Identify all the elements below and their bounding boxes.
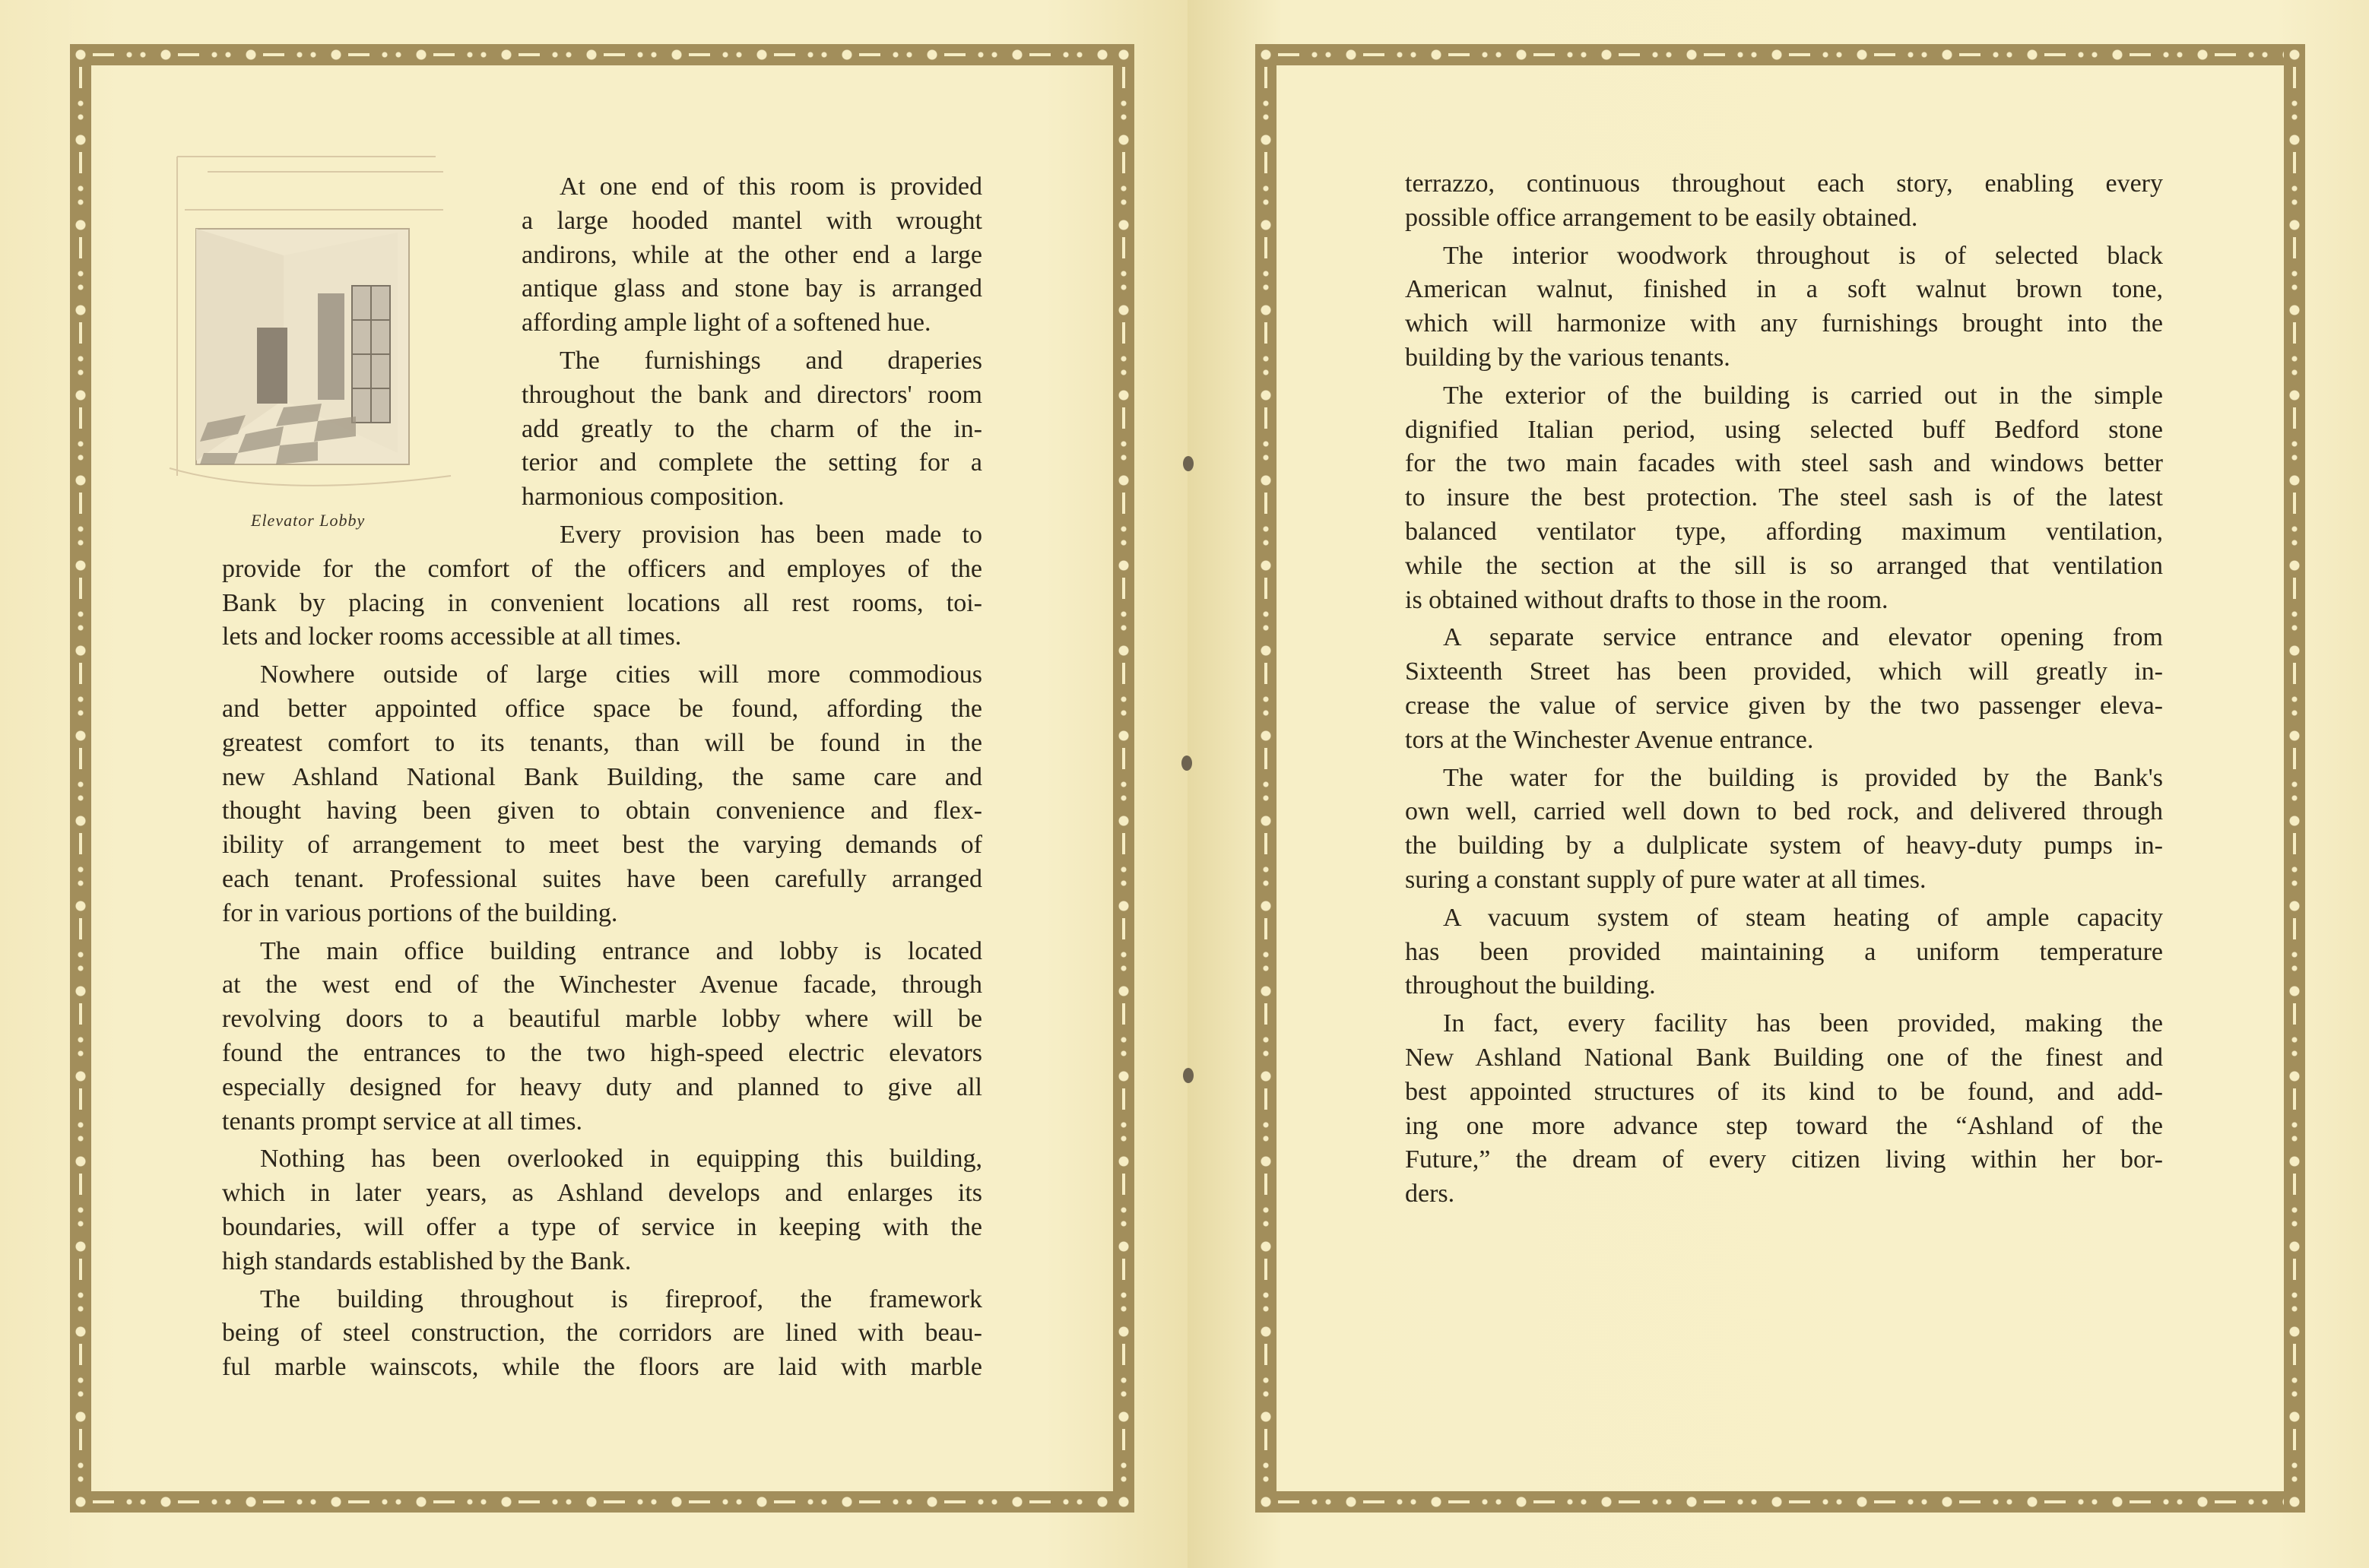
text-line: antique glass and stone bay is arranged (522, 274, 982, 303)
text-line: tenants prompt service at all times. (222, 1107, 582, 1136)
text-line: crease the value of service given by the two passenger eleva- (1405, 691, 2163, 720)
text-line: The water for the building is provided by the Bank's (1443, 763, 2163, 792)
paragraph (1405, 239, 2163, 375)
text-line: lets and locker rooms accessible at all times. (222, 622, 682, 651)
text-line: terior and complete the setting for a (522, 448, 982, 477)
left-page-body-text (222, 170, 982, 1385)
text-line: each tenant. Professional suites have been carefully arranged (222, 864, 982, 893)
right-page-body-text (1405, 167, 2163, 1212)
text-line: Nothing has been overlooked in equipping this building, (260, 1145, 982, 1174)
paragraph (222, 658, 982, 930)
text-line: thought having been given to obtain convenience and flex- (222, 797, 982, 825)
border-left (1255, 44, 1276, 1513)
text-line: throughout the bank and directors' room (522, 380, 982, 409)
text-line: tors at the Winchester Avenue entrance. (1405, 725, 1814, 754)
border-right (1113, 44, 1134, 1513)
paragraph (222, 1283, 982, 1385)
text-line: ders. (1405, 1180, 1455, 1208)
text-line: The furnishings and draperies (560, 346, 982, 375)
text-line: being of steel construction, the corridors are lined with beau- (222, 1319, 982, 1348)
text-line: American walnut, finished in a soft walnut brown tone, (1405, 275, 2163, 304)
text-line: to insure the best protection. The steel sash is of the latest (1405, 483, 2163, 512)
text-line: The interior woodwork throughout is of selected black (1443, 241, 2163, 270)
border-left (70, 44, 91, 1513)
text-line: Sixteenth Street has been provided, which will greatly in- (1405, 657, 2163, 686)
text-line: a large hooded mantel with wrought (522, 206, 982, 235)
text-line: The building throughout is fireproof, the framework (260, 1284, 982, 1313)
paragraph (1405, 901, 2163, 1003)
text-line: New Ashland National Bank Building one of the finest and (1405, 1043, 2163, 1072)
text-line: Bank by placing in convenient locations all rest rooms, toi- (222, 588, 982, 617)
text-line: greatest comfort to its tenants, than will be found in the (222, 728, 982, 757)
border-bottom (1255, 1491, 2305, 1513)
text-line: Future,” the dream of every citizen living within her bor- (1405, 1145, 2163, 1174)
text-line: add greatly to the charm of the in- (522, 414, 982, 443)
paragraph (1405, 1007, 2163, 1212)
border-top (1255, 44, 2305, 65)
paragraph (222, 518, 982, 654)
text-line: A vacuum system of steam heating of ample capacity (1443, 903, 2163, 932)
paragraph (222, 170, 982, 341)
text-line: for the two main facades with steel sash and windows better (1405, 449, 2163, 478)
text-line: provide for the comfort of the officers and employes of the (222, 554, 982, 583)
text-line: terrazzo, continuous throughout each story, enabling every (1405, 169, 2163, 198)
text-line: while the section at the sill is so arranged that ventilation (1405, 551, 2163, 580)
text-line: best appointed structures of its kind to be found, and add- (1405, 1077, 2163, 1106)
paragraph (1405, 379, 2163, 618)
paragraph (222, 344, 982, 515)
text-line: The main office building entrance and lobby is located (260, 936, 982, 965)
text-line: A separate service entrance and elevator opening from (1443, 623, 2163, 652)
text-line: ibility of arrangement to meet best the varying demands of (222, 831, 982, 860)
text-line: dignified Italian period, using selected buff Bedford stone (1405, 415, 2163, 444)
border-bottom (70, 1491, 1134, 1513)
text-line: harmonious composition. (522, 483, 785, 512)
text-line: own well, carried well down to bed rock, and delivered through (1405, 797, 2163, 826)
text-line: suring a constant supply of pure water at all times. (1405, 865, 1927, 894)
text-line: and better appointed office space be found, affording the (222, 694, 982, 723)
paragraph (1405, 621, 2163, 757)
text-line: affording ample light of a softened hue. (522, 309, 931, 337)
text-line: revolving doors to a beautiful marble lobby where will be (222, 1005, 982, 1034)
text-line: Nowhere outside of large cities will more commodious (260, 660, 982, 689)
text-line: at the west end of the Winchester Avenue facade, through (222, 971, 982, 999)
paragraph (222, 1142, 982, 1278)
border-right (2284, 44, 2305, 1513)
binding-ring (1183, 1068, 1194, 1083)
text-line: has been provided maintaining a uniform temperature (1405, 937, 2163, 966)
text-line: new Ashland National Bank Building, the same care and (222, 762, 982, 791)
binding-ring (1183, 456, 1194, 471)
text-line: balanced ventilator type, affording maximum ventilation, (1405, 517, 2163, 546)
text-line: boundaries, will offer a type of service in keeping with the (222, 1212, 982, 1241)
paragraph (1405, 762, 2163, 898)
text-line: ful marble wainscots, while the floors are laid with marble (222, 1353, 982, 1382)
text-line: which in later years, as Ashland develops and enlarges its (222, 1179, 982, 1208)
text-line: At one end of this room is provided (560, 173, 982, 201)
text-line: high standards established by the Bank. (222, 1246, 632, 1275)
text-line: ing one more advance step toward the “Ashland of the (1405, 1111, 2163, 1140)
text-line: which will harmonize with any furnishings brought into the (1405, 309, 2163, 338)
text-line: building by the various tenants. (1405, 343, 1730, 372)
paragraph (222, 935, 982, 1139)
text-line: for in various portions of the building. (222, 898, 618, 927)
text-line: Every provision has been made to (560, 520, 982, 549)
text-line: The exterior of the building is carried out in the simple (1443, 381, 2163, 410)
text-line: the building by a dulplicate system of heavy-duty pumps in- (1405, 832, 2163, 860)
text-line: especially designed for heavy duty and planned to give all (222, 1072, 982, 1101)
text-line: In fact, every facility has been provided, making the (1443, 1009, 2163, 1038)
text-line: throughout the building. (1405, 971, 1656, 1000)
text-line: andirons, while at the other end a large (522, 240, 982, 269)
text-line: possible office arrangement to be easily obtained. (1405, 203, 1918, 232)
border-top (70, 44, 1134, 65)
text-line: found the entrances to the two high-speed electric elevators (222, 1038, 982, 1067)
paragraph (1405, 167, 2163, 236)
figure-caption: Elevator Lobby (251, 511, 366, 530)
binding-ring (1181, 755, 1192, 771)
text-line: is obtained without drafts to those in the room. (1405, 585, 1889, 614)
